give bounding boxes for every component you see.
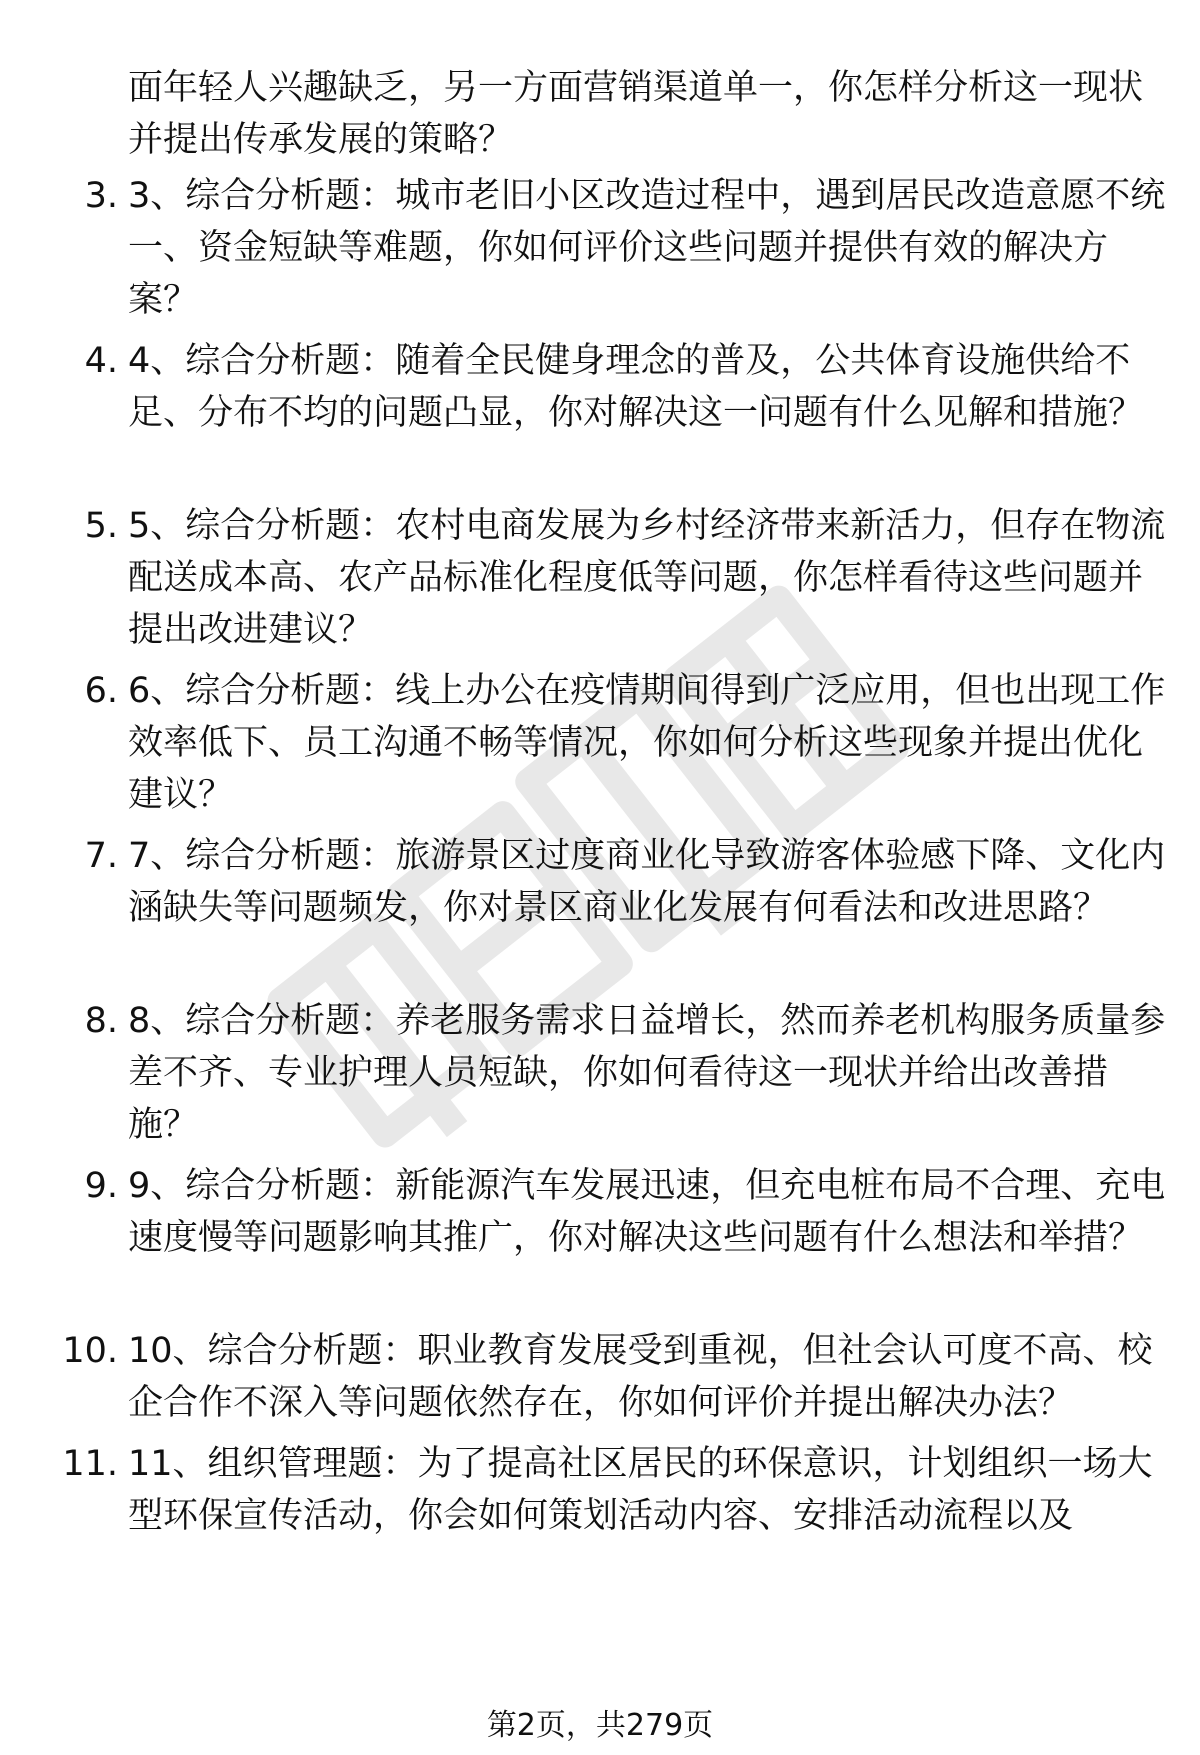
question-number: 5. (84, 506, 118, 546)
question-number: 6. (84, 671, 118, 711)
question-text: 4、综合分析题：随着全民健身理念的普及，公共体育设施供给不足、分布不均的问题凸显，你对解决这一问题有什么见解和措施？ (128, 341, 1144, 433)
question-number: 10. (62, 1331, 118, 1371)
question-text: 8、综合分析题：养老服务需求日益增长，然而养老机构服务质量参差不齐、专业护理人员短缺，你如何看待这一现状并给出改善措施？ (128, 1001, 1166, 1145)
question-text: 11、组织管理题：为了提高社区居民的环保意识，计划组织一场大型环保宣传活动，你会如何策划活动内容、安排活动流程以及 (128, 1444, 1153, 1536)
question-number: 3. (84, 176, 118, 216)
page-footer: 第2页，共279页 (486, 1708, 714, 1743)
question-number: 4. (84, 341, 118, 381)
question-number: 8. (84, 1001, 118, 1041)
question-text: 3、综合分析题：城市老旧小区改造过程中，遇到居民改造意愿不统一、资金短缺等难题，你如何评价这些问题并提供有效的解决方案？ (128, 176, 1166, 320)
question-number: 9. (84, 1166, 118, 1206)
continuation-text: 面年轻人兴趣缺乏，另一方面营销渠道单一，你怎样分析这一现状并提出传承发展的策略？ (128, 68, 1144, 160)
question-text: 9、综合分析题：新能源汽车发展迅速，但充电桩布局不合理、充电速度慢等问题影响其推广，你对解决这些问题有什么想法和举措？ (128, 1166, 1166, 1258)
question-text: 10、综合分析题：职业教育发展受到重视，但社会认可度不高、校企合作不深入等问题依然存在，你如何评价并提出解决办法？ (128, 1331, 1153, 1423)
question-number: 7. (84, 836, 118, 876)
question-text: 7、综合分析题：旅游景区过度商业化导致游客体验感下降、文化内涵缺失等问题频发，你对景区商业化发展有何看法和改进思路？ (128, 836, 1166, 928)
question-text: 6、综合分析题：线上办公在疫情期间得到广泛应用，但也出现工作效率低下、员工沟通不畅等情况，你如何分析这些现象并提出优化建议？ (128, 671, 1166, 815)
question-number: 11. (62, 1444, 118, 1484)
question-text: 5、综合分析题：农村电商发展为乡村经济带来新活力，但存在物流配送成本高、农产品标准化程度低等问题，你怎样看待这些问题并提出改进建议？ (128, 506, 1166, 650)
